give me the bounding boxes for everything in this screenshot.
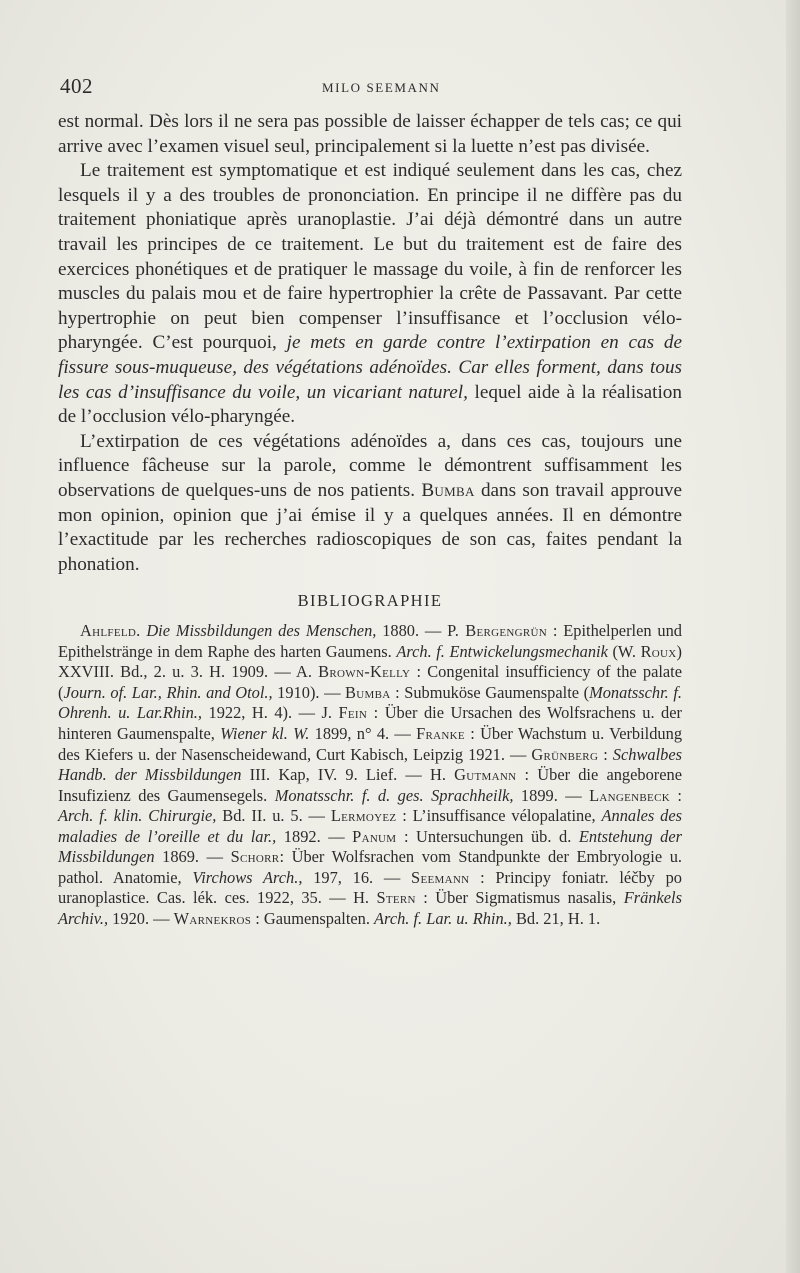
bib-title: Monatsschr. f. Ohrenh. u. Lar.Rhin., <box>58 682 682 723</box>
bib-text: 1869. — <box>162 847 224 867</box>
bib-title: Monatsschr. f. d. ges. Sprachheilk, <box>274 785 514 805</box>
bib-author: Panum <box>352 826 397 846</box>
bib-title: Arch. f. Entwickelungsmechanik <box>396 641 608 661</box>
author-name: Bumba <box>421 479 475 501</box>
bib-text: : Über die Ursachen des Wolfsrachens u. der hinteren Gaumenspalte, <box>58 703 682 744</box>
bib-text: 1920. — <box>112 908 170 928</box>
bib-author: Brown-Kelly <box>318 662 411 682</box>
bib-text: 1922, H. 4). — J. <box>208 703 332 723</box>
bib-author: P. Bergengrün <box>447 621 548 641</box>
bib-author: Franke <box>416 724 465 744</box>
page-edge-shadow <box>786 0 800 1273</box>
bib-author: Roux <box>640 641 677 661</box>
body-text <box>58 110 682 577</box>
bib-title: Entstehung der Missbildungen <box>58 826 682 867</box>
paragraph-3 <box>58 430 682 578</box>
page-header <box>60 70 682 110</box>
running-head: MILO SEEMANN <box>322 80 441 95</box>
paragraph-2 <box>58 159 682 430</box>
bib-text: : Über die angeborene Insufizienz des Gaumensegels. <box>58 765 682 805</box>
bib-title: Schwalbes Handb. der Missbildungen <box>58 744 682 785</box>
bib-text: 1892. — <box>283 826 345 846</box>
bib-text: : Gaumenspalten. <box>255 908 370 928</box>
bib-author: Lermoyez <box>330 806 397 826</box>
bibliography-heading: BIBLIOGRAPHIE <box>297 591 443 611</box>
bib-title: Wiener kl. W. <box>220 724 310 744</box>
bib-title: Fränkels Archiv., <box>58 888 682 928</box>
bib-text: : Congenital insufficiency of the palate ( <box>58 662 683 702</box>
bib-title: Arch. f. Lar. u. Rhin., <box>374 908 512 928</box>
bib-author: Fein <box>338 703 368 723</box>
bib-author: Schorr <box>230 847 280 867</box>
bib-text: : Über Wolfsrachen vom Standpunkte der Embryologie u. pathol. Anatomie, <box>58 847 682 887</box>
bib-title: Annales des maladies de l’oreille et du lar., <box>58 806 682 846</box>
bib-author: Bumba <box>345 682 391 702</box>
bib-author: Langenbeck <box>589 785 670 805</box>
paragraph-3-text-b: dans son travail approuve mon opinion, opinion que j’ai émise il y a quelques années. Il en démontre l’exactitude par les recherches radioscopiques de son cas, faites pendant la phonation. <box>58 479 683 575</box>
bib-text: Bd. 21, H. 1. <box>515 908 601 928</box>
bib-text: 1880. — <box>382 621 442 641</box>
bib-text: 1899. — <box>520 785 582 805</box>
bib-text: 1899, n° 4. — <box>314 724 411 744</box>
paragraph-2-italic: je mets en garde contre l’extirpation en cas de fissure sous-muqueuse, des végétations adénoïdes. Car elles forment, dans tous les cas d’insuffisance du voile, un vicariant naturel, <box>58 332 683 403</box>
bib-title: Virchows Arch., <box>192 867 303 887</box>
bib-author: Warnekros <box>173 908 252 928</box>
bib-author: Gutmann <box>454 765 517 785</box>
paragraph-1: est normal. Dès lors il ne sera pas possible de laisser échapper de tels cas; ce qui arrive avec l’examen visuel seul, principalement si la luette n’est pas divisée. <box>58 111 682 157</box>
bib-text: : Untersuchungen üb. d. <box>403 826 572 846</box>
bib-text: 1910). — <box>277 682 341 702</box>
paragraph-2-end: lequel aide à la réalisation de l’occlusion vélo-pharyngée. <box>58 381 682 428</box>
bib-text: 197, 16. — <box>313 867 401 887</box>
bib-text: Bd. II. u. 5. — <box>222 806 325 826</box>
bib-author: Stern <box>376 888 416 908</box>
bib-title: Die Missbildungen des Menschen, <box>146 621 377 641</box>
bib-text: III. Kap, IV. 9. Lief. — H. <box>249 765 446 785</box>
bib-author: Grünberg <box>531 744 599 764</box>
bib-text: (W. <box>612 641 636 661</box>
page-number: 402 <box>60 74 93 98</box>
bib-author: Seemann <box>411 867 470 887</box>
bib-text: : Principy foniatr. léčby po uranoplastice. Cas. lék. ces. 1922, 35. — H. <box>58 867 682 908</box>
paragraph-3-text-a: L’extirpation de ces végétations adénoïdes a, dans ces cas, toujours une influence fâcheuse sur la parole, comme le démontrent suffisamment les observations de quelques-uns de nos patients. <box>58 430 682 501</box>
bib-title: Arch. f. klin. Chirurgie, <box>58 806 217 826</box>
bib-text: : Submuköse Gaumenspalte ( <box>395 682 590 702</box>
bib-text: : L’insuffisance vélopalatine, <box>402 806 596 826</box>
bib-text: : <box>603 744 608 764</box>
bib-text: ) XXVIII. Bd., 2. u. 3. H. 1909. — A. <box>58 641 682 682</box>
bib-text: : Über Wachstum u. Verbildung des Kiefers u. der Nasenscheidewand, Curt Kabisch, Leipzig 1921. — <box>58 724 683 764</box>
paragraph-2-text: Le traitement est symptomatique et est indiqué seulement dans les cas, chez lesquels il y a des troubles de prononciation. En principe il ne diffère pas du traitement phoniatique après uranoplastie. J’ai déjà démontré dans un autre travail les principes de ce traitement. Le but du traitement est de faire des exercices phonétiques et de pratiquer le massage du voile, à fin de renforcer les muscles du palais mou et de faire hypertrophier la crête de Passavant. Par cette hypertrophie on peut bien compenser l’insuffisance et l’occlusion vélo-pharyngée. C’est pourquoi, <box>58 160 682 354</box>
bib-text: : Über Sigmatismus nasalis, <box>423 888 617 908</box>
bib-text: : Epithelperlen und Epithelstränge in dem Raphe des harten Gaumens. <box>58 621 682 661</box>
bib-title: Journ. of. Lar., Rhin. and Otol., <box>63 682 273 702</box>
bib-text: : <box>677 785 682 805</box>
bib-author: Ahlfeld. <box>80 621 141 641</box>
bibliography-text <box>58 621 682 929</box>
